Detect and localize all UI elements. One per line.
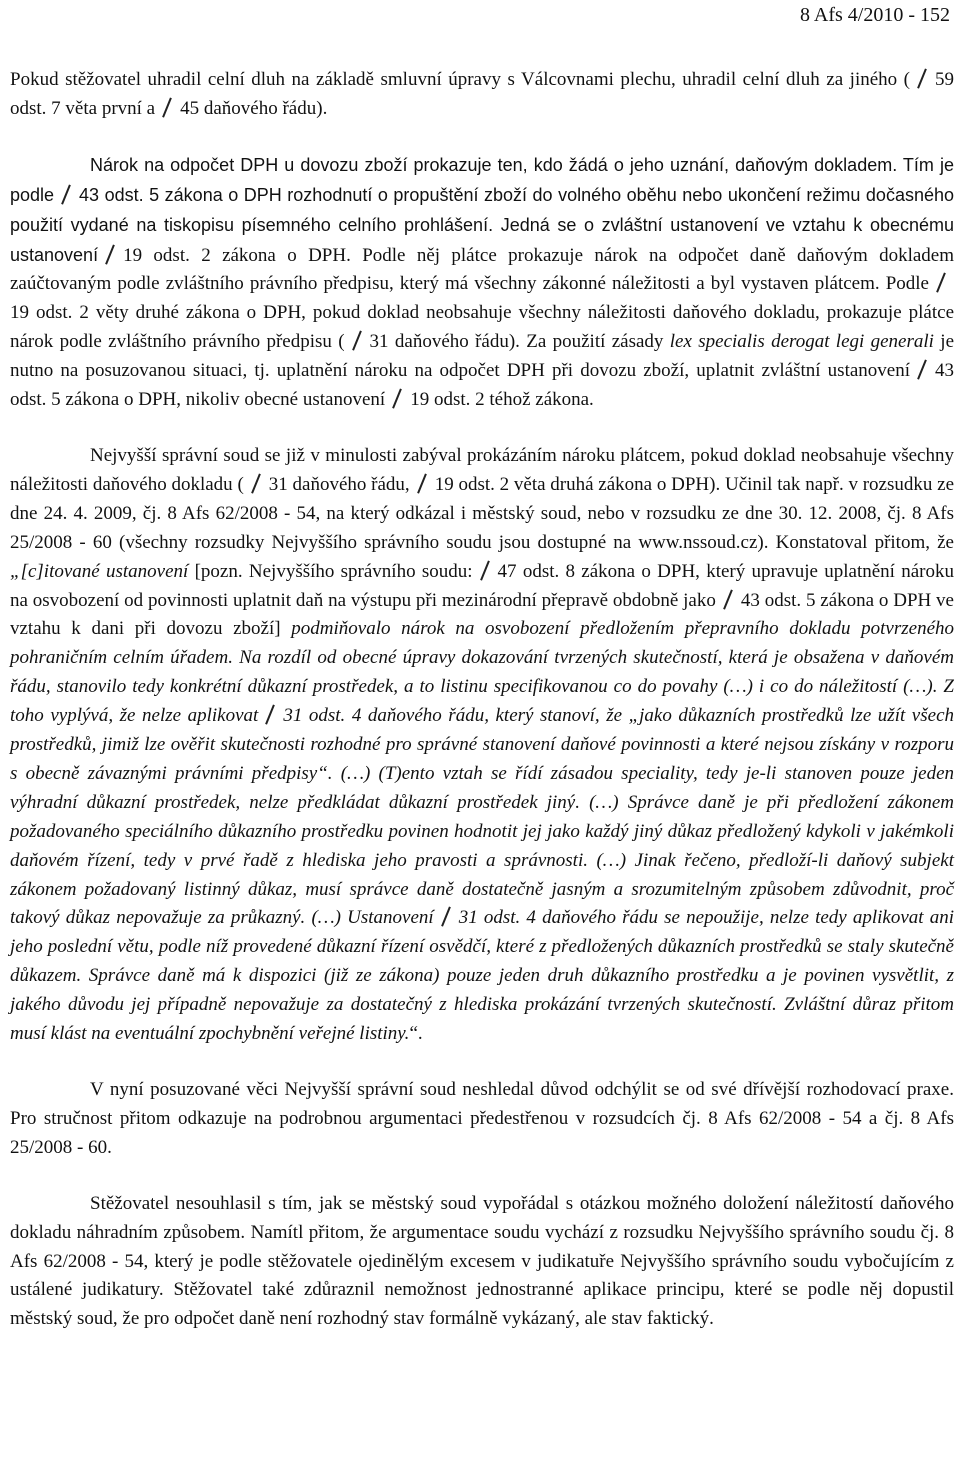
section-sign-icon [721,591,734,608]
section-sign-icon [439,908,452,925]
section-sign-icon [915,361,928,378]
p3-text-6: 47 odst. 8 zákona o DPH, který upravuje uplatnění nároku na osvobození od povinnosti uplatnit daň na výstupu při mezinárodní přepravě obdobně jako [10,560,954,611]
p3-quote-1: podmiňovalo nárok na osvobození předložením přepravního dokladu potvrzeného pohraničním celním úřadem. Na rozdíl od obecné úpravy dokazování tvrzených skutečností, která je obsažena v daňovém řádu, stanovilo tedy konkrétní důkazní prostředek, a to listinu specifikovanou co do povahy (…) i co do náležitostí (…). Z toho vyplývá, že nelze aplikovat [10,618,955,727]
p3-text-1: Nejvyšší správní soud se již v minulosti zabýval prokázáním nároku plátcem, pokud doklad neobsahuje všechny náležitosti daňového dokladu ( [10,444,954,495]
paragraph-2 [10,151,954,415]
p2-text-8: 43 odst. 5 zákona o DPH, nikoliv obecné ustanovení [10,360,954,411]
section-sign-icon [415,475,428,492]
p3-text-3: 19 odst. 2 věta druhá zákona o DPH). Učinil tak např. v rozsudku ze dne 24. 4. 2009, čj. 8 Afs 62/2008 - 54, na který odkázal i městský soud, nebo v rozsudku ze dne 30. 12. 2008, čj. 8 Afs 25/2008 - 60 (všechny rozsudky Nejvyššího správního soudu jsou dostupné na www.nssoud.cz). Konstatoval přitom, že [10,473,954,553]
p2-text-2: 43 odst. 5 zákona o DPH rozhodnutí o propuštění zboží do volného oběhu nebo ukončení režimu dočasného použití vydané na tiskopisu písemného celního prohlášení. Jedná se o zvláštní ustanovení ve vztahu k obecnému ustanovení [10,184,954,265]
p3-quote-start: „[c]itované ustanovení [10,560,189,582]
p2-latin-maxim: lex specialis derogat legi generali [669,331,934,353]
paragraph-1 [10,66,954,124]
p3-text-2: 31 daňového řádu, [268,473,410,495]
p2-text-5: 31 daňového řádu). Za použití zásady [369,331,664,353]
paragraph-5: Stěžovatel nesouhlasil s tím, jak se městský soud vypořádal s otázkou možného doložení náležitostí daňového dokladu náhradním způsobem. Namítl přitom, že argumentace soudu vychází z rozsudku Nejvyššího správního soudu čj. 8 Afs 62/2008 - 54, který je podle stěžovatele ojedinělým excesem v judikatuře Nejvyššího správního soudu vybočujícím z ustálené judikatury. Stěžovatel také zdůraznil nemožnost jednostranné aplikace principu, které se podle něj dopustil městský soud, že pro odpočet daně není rozhodný stav formálně vykázaný, ale stav faktický. [10,1192,954,1330]
section-sign-icon [915,70,928,87]
p2-text-7: je nutno na posuzovanou situaci, tj. uplatnění nároku na odpočet DPH při dovozu zboží, uplatnit zvláštní ustanovení [10,331,955,382]
p2-text-9: 19 odst. 2 téhož zákona. [410,389,594,411]
section-sign-icon [249,475,262,492]
p3-quote-2: 31 odst. 4 daňového řádu, který stanoví, že „jako důkazních prostředků lze užít všech prostředků, jimiž lze ověřit skutečnosti rozhodné pro správné stanovení daňové povinnosti a které nejsou získány v rozporu s obecně závaznými právními předpisy“. (…) (T)ento vztah se řídí zásadou speciality, tedy je-li stanoven pouze jeden výhradní důkazní prostředek, nelze předkládat důkazní prostředek jiný. (…) Správce daně je při předložení zákonem požadovaného speciálního důkazního prostředku povinen hodnotit jej jako každý jiný důkaz předložený kdykoli v jakémkoli daňovém řízení, tedy v prvé řadě z hlediska jeho pravosti a správnosti. (…) Jinak řečeno, předloží-li daňový subjekt zákonem požadovaný listinný důkaz, musí správce daně dostatečně jasným a srozumitelným způsobem zdůvodnit, proč takový důkaz nepovažuje za průkazný. (…) Ustanovení [10,705,955,929]
section-sign-icon [160,99,173,116]
p2-text-1: Nárok na odpočet DPH u dovozu zboží prokazuje ten, kdo žádá o jeho uznání, daňovým dokladem. Tím je podle [10,154,954,205]
p3-text-5: [pozn. Nejvyššího správního soudu: [194,560,473,582]
p1-text-3: 45 daňového řádu). [180,97,328,119]
section-sign-icon [350,332,363,349]
p3-text-7: 43 odst. 5 zákona o DPH ve vztahu k dani při dovozu zboží] [10,589,954,640]
paragraph-4: V nyní posuzované věci Nejvyšší správní soud neshledal důvod odchýlit se od své dřívější rozhodovací praxe. Pro stručnost přitom odkazuje na podrobnou argumentaci předestřenou v rozsudcích čj. 8 Afs 62/2008 - 54 a čj. 8 Afs 25/2008 - 60. [10,1079,954,1158]
section-sign-icon [59,186,72,203]
page-header-reference: 8 Afs 4/2010 - 152 [800,4,950,26]
p3-text-11: “. [409,1023,423,1045]
section-sign-icon [103,246,116,263]
p2-text-3: 19 odst. 2 zákona o DPH. Podle něj plátce prokazuje nárok na odpočet daně daňovým dokladem zaúčtovaným podle zvláštního právního předpisu, který má všechny zákonné náležitosti a byl vystaven plátcem. Podle [10,244,954,295]
section-sign-icon [478,562,491,579]
section-sign-icon [934,274,947,291]
paragraph-3 [10,442,954,1049]
p2-text-4: 19 odst. 2 věty druhé zákona o DPH, pokud doklad neobsahuje všechny náležitosti daňového dokladu, prokazuje plátce nárok podle zvláštního právního předpisu ( [10,302,954,353]
p3-quote-3: 31 odst. 4 daňového řádu se nepoužije, nelze tedy aplikovat ani jeho poslední větu, podle níž provedené důkazní řízení osvědčí, které z předložených důkazních prostředků se staly skutečně důkazem. Správce daně má k dispozici (již ze zákona) pouze jeden druh důkazního prostředku a je povinen vysvětlit, z jakého důvodu jej případně nepovažuje za dostatečný z hlediska prokázání tvrzených skutečností. Zvláštní důraz přitom musí klást na eventuální zpochybnění veřejné listiny. [10,907,954,1045]
section-sign-icon [390,390,403,407]
section-sign-icon [263,706,276,723]
p1-text-1: Pokud stěžovatel uhradil celní dluh na základě smluvní úpravy s Válcovnami plechu, uhradil celní dluh za jiného ( [10,69,910,90]
p1-text-2: 59 odst. 7 věta první a [10,69,954,119]
document-body [10,66,954,1334]
